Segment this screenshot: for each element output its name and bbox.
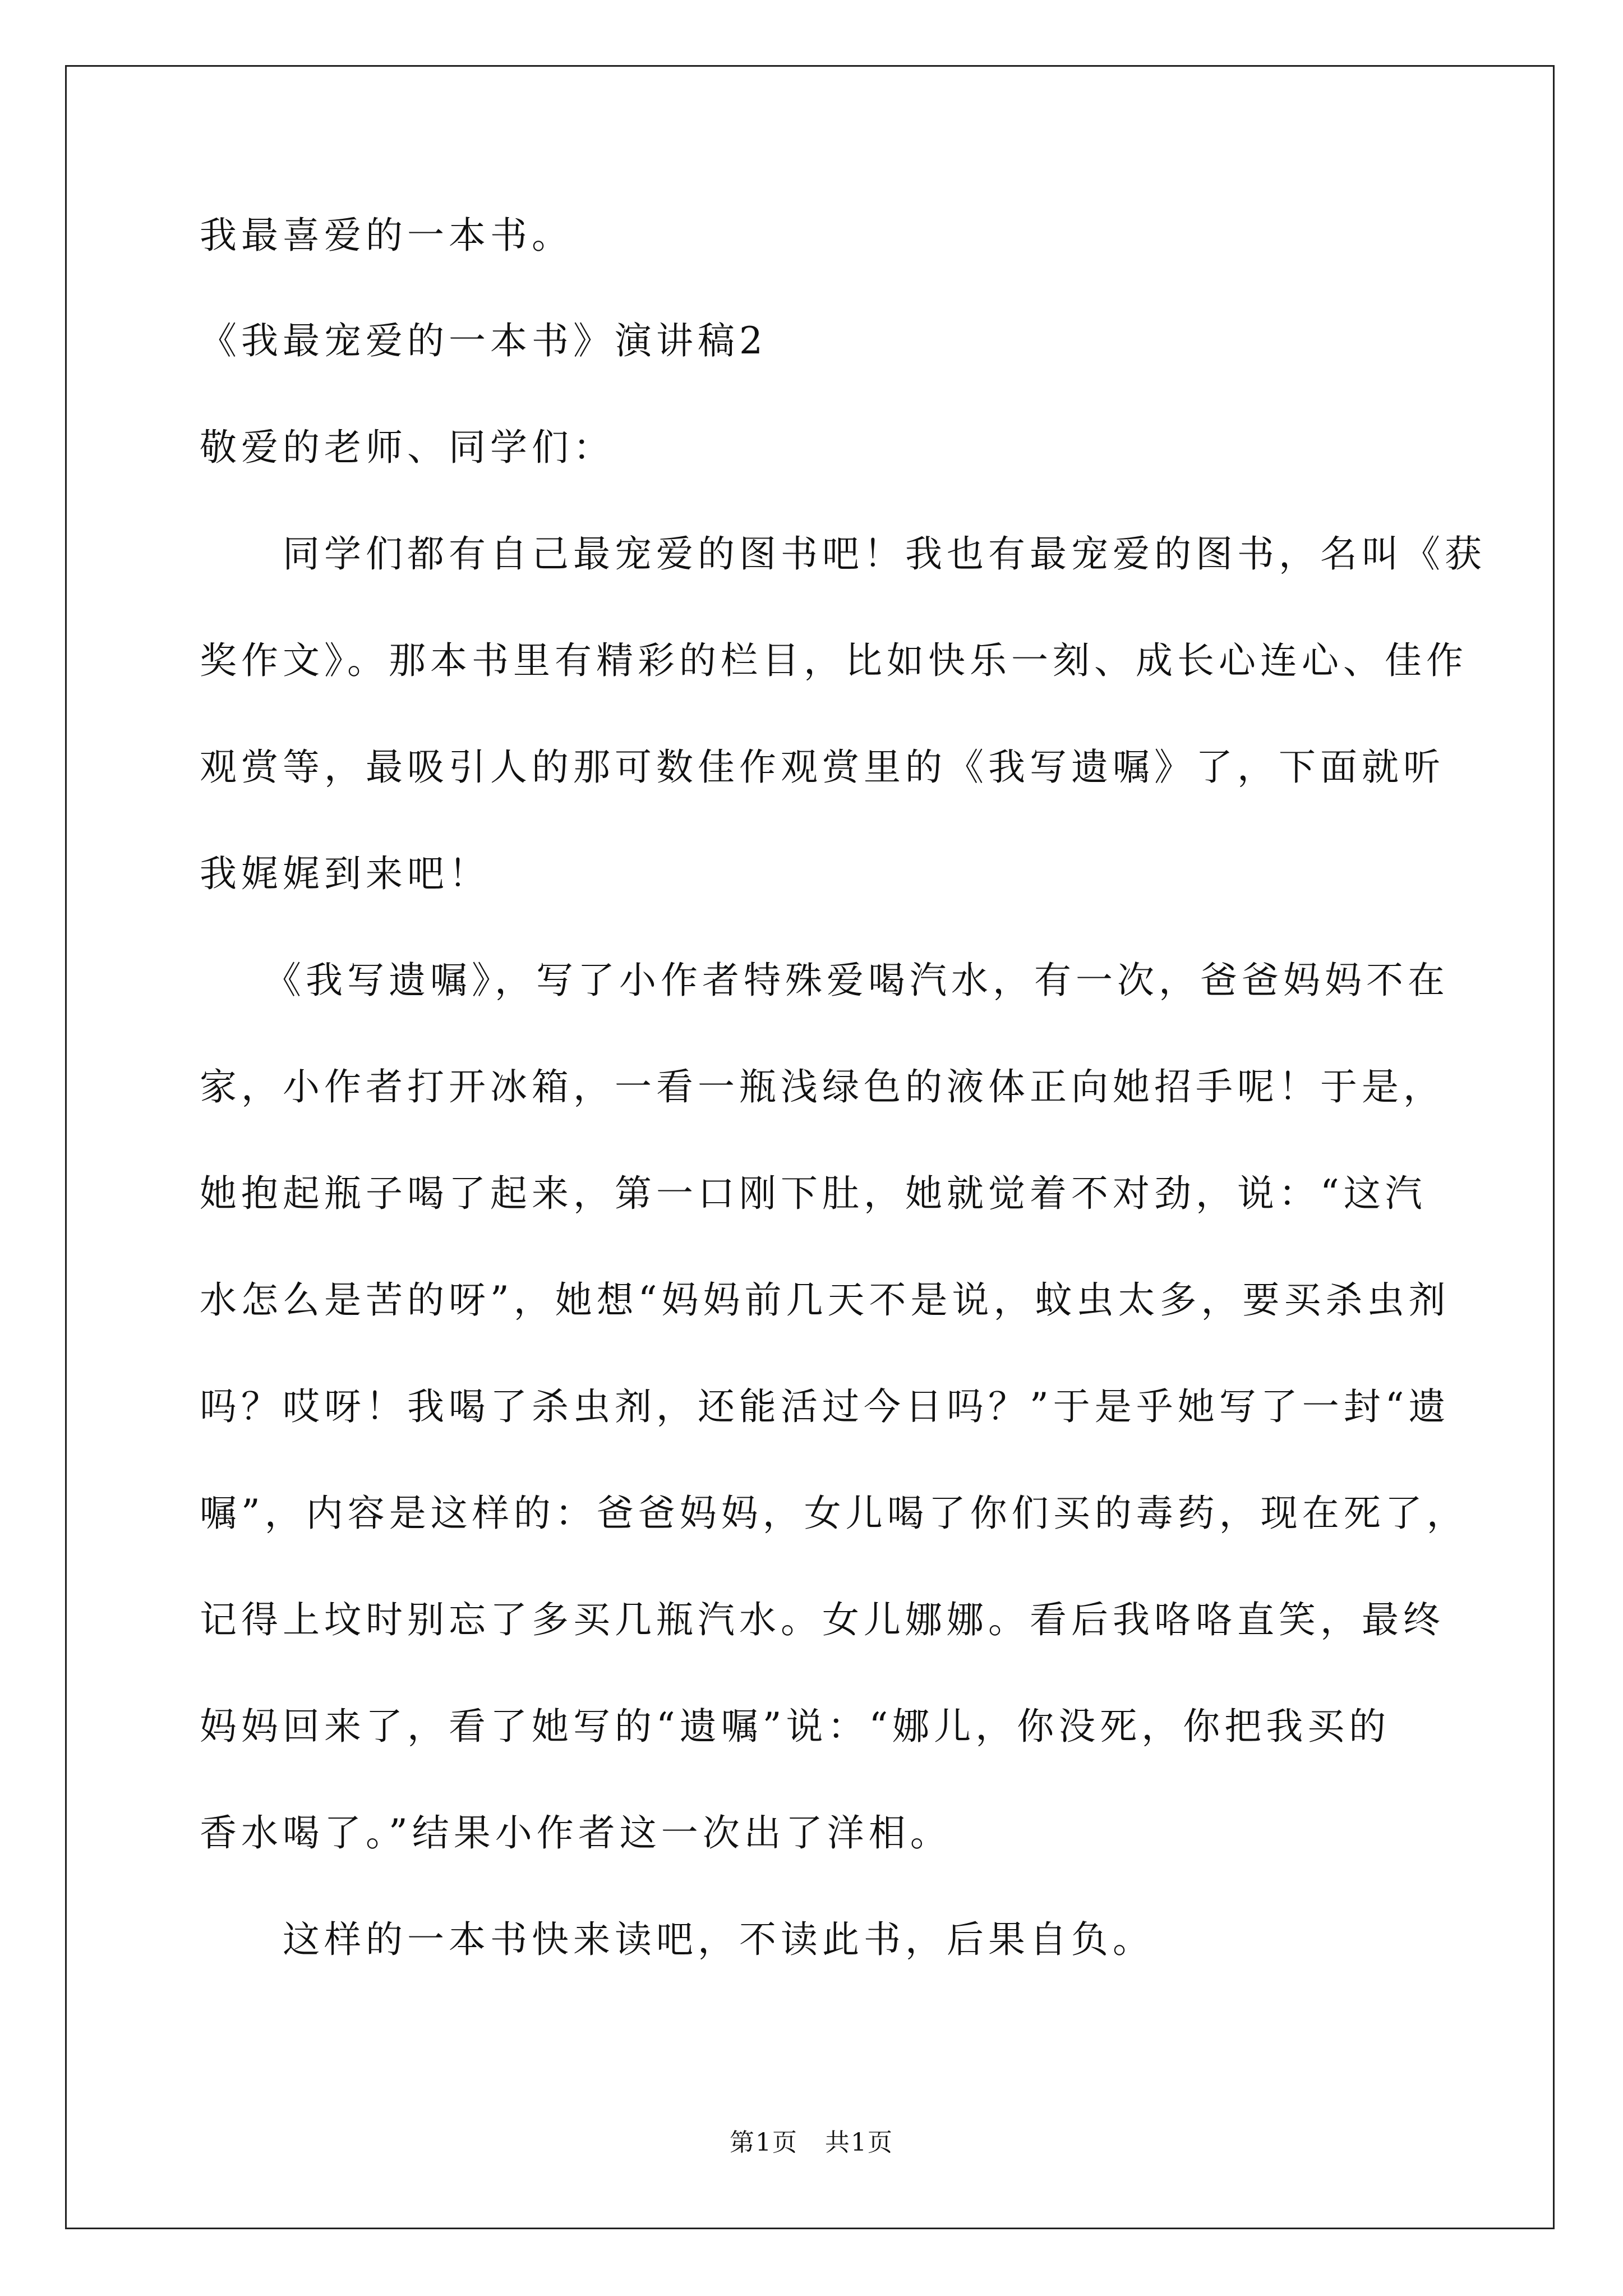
text-line: 同学们都有自己最宠爱的图书吧！我也有最宠爱的图书，名叫《获 (200, 532, 1486, 576)
text-line: 家，小作者打开冰箱，一看一瓶浅绿色的液体正向她招手呢！于是， (200, 1065, 1445, 1108)
text-line: 这样的一本书快来读吧，不读此书，后果自负。 (200, 1918, 1154, 1961)
text-line: 我娓娓到来吧！ (200, 852, 490, 895)
text-line: 水怎么是苦的呀”，她想“妈妈前几天不是说，蚊虫太多，要买杀虫剂 (200, 1278, 1450, 1322)
text-line: 《我写遗嘱》，写了小作者特殊爱喝汽水，有一次，爸爸妈妈不在 (200, 959, 1449, 1002)
text-line: 观赏等，最吸引人的那可数佳作观赏里的《我写遗嘱》了，下面就听 (200, 746, 1445, 789)
text-line: 吗？哎呀！我喝了杀虫剂，还能活过今日吗？”于是乎她写了一封“遗 (200, 1385, 1450, 1428)
text-line: 她抱起瓶子喝了起来，第一口刚下肚，她就觉着不对劲，说：“这汽 (200, 1172, 1427, 1215)
page-border (65, 65, 1555, 2229)
text-line: 记得上坟时别忘了多买几瓶汽水。女儿娜娜。看后我咯咯直笑，最终 (200, 1598, 1445, 1641)
text-line: 香水喝了。”结果小作者这一次出了洋相。 (200, 1811, 952, 1855)
text-line: 奖作文》。那本书里有精彩的栏目，比如快乐一刻、成长心连心、佳作 (200, 639, 1468, 682)
text-line: 《我最宠爱的一本书》演讲稿2 (200, 319, 767, 362)
page-footer (0, 2126, 1623, 2160)
text-line: 嘱”，内容是这样的：爸爸妈妈，女儿喝了你们买的毒药，现在死了， (200, 1492, 1468, 1535)
text-line: 我最喜爱的一本书。 (200, 214, 573, 257)
text-line: 妈妈回来了，看了她写的“遗嘱”说：“娜儿，你没死，你把我买的 (200, 1705, 1391, 1748)
page-count: 共1页 (825, 2128, 893, 2157)
text-line: 敬爱的老师、同学们： (200, 426, 615, 469)
page-number: 第1页 (730, 2128, 798, 2157)
